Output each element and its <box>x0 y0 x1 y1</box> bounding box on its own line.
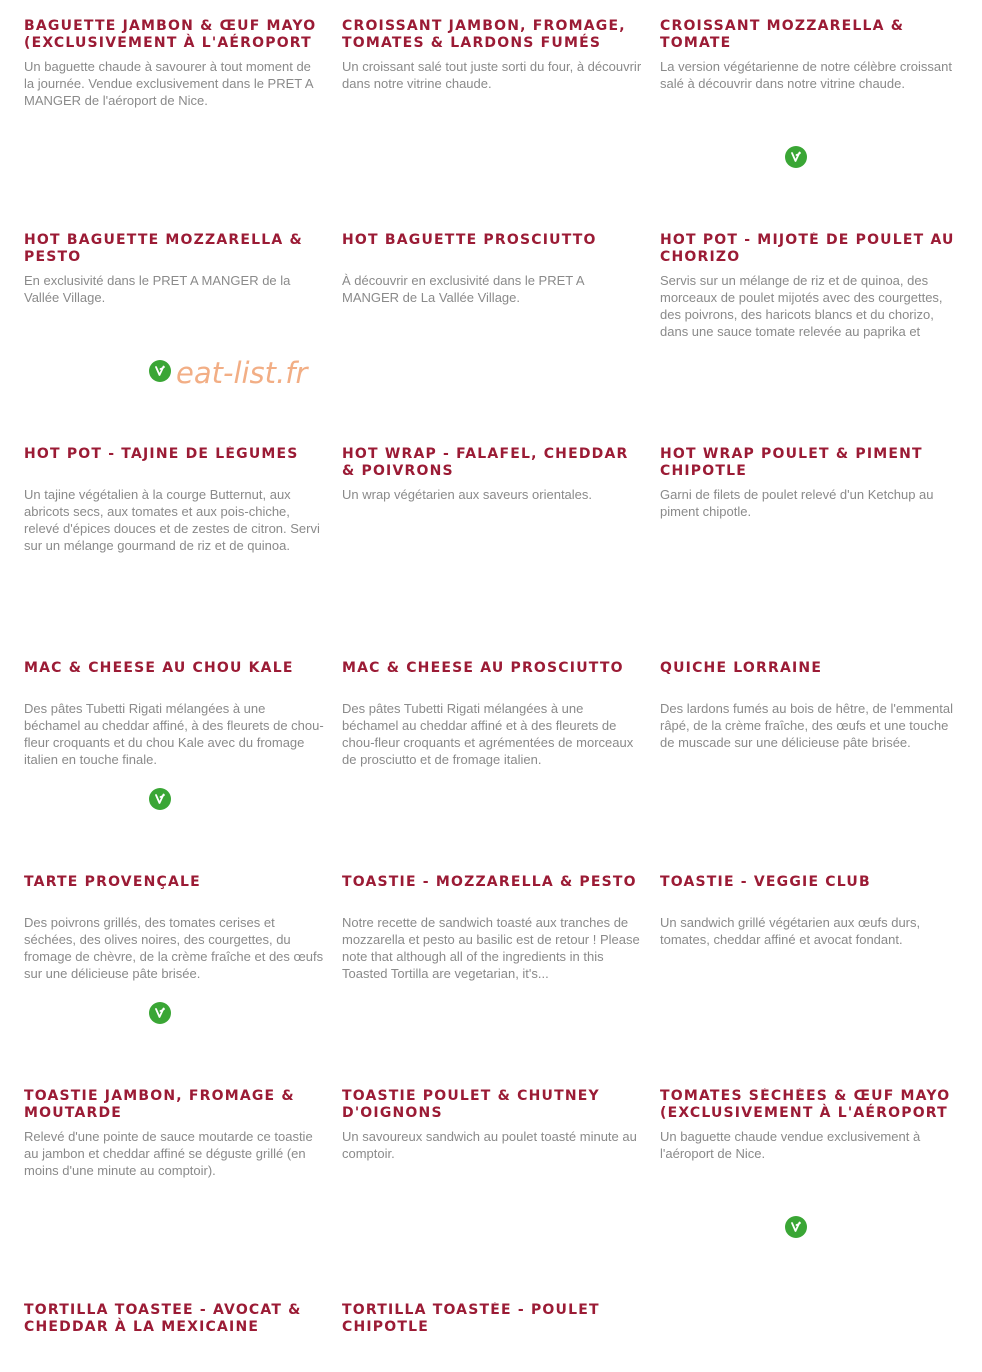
product-card[interactable] <box>342 1302 642 1372</box>
product-card[interactable] <box>342 446 642 660</box>
product-card[interactable] <box>660 1088 960 1302</box>
product-card[interactable] <box>342 232 642 446</box>
product-description: Un tajine végétalien à la courge Butternut, aux abricots secs, aux tomates et aux pois-chiche, relevé d'épices douces et de zestes de citron. Servi sur un mélange gourmand de riz et de quinoa. <box>24 487 320 553</box>
product-title[interactable]: HOT BAGUETTE PROSCIUTTO <box>342 232 597 248</box>
product-title[interactable]: TOASTIE - MOZZARELLA & PESTO <box>342 874 637 890</box>
watermark: eat-list.fr <box>176 356 308 390</box>
product-description: Un croissant salé tout juste sorti du four, à découvrir dans notre vitrine chaude. <box>342 59 642 91</box>
product-description: Des lardons fumés au bois de hêtre, de l'emmental râpé, de la crème fraîche, des œufs et une touche de muscade sur une délicieuse pâte brisée. <box>660 701 953 750</box>
product-title[interactable]: MAC & CHEESE AU CHOU KALE <box>24 660 294 676</box>
vegetarian-icon <box>785 146 807 168</box>
product-title[interactable]: QUICHE LORRAINE <box>660 660 823 676</box>
product-card[interactable] <box>24 18 324 232</box>
product-card[interactable] <box>660 446 960 660</box>
product-card[interactable] <box>660 18 960 232</box>
product-title[interactable]: TOASTIE - VEGGIE CLUB <box>660 874 871 890</box>
product-title[interactable]: HOT WRAP POULET & PIMENT CHIPOTLE <box>660 446 923 479</box>
product-description: Un wrap végétarien aux saveurs orientales. <box>342 487 593 502</box>
product-title[interactable]: TOASTIE POULET & CHUTNEY D'OIGNONS <box>342 1088 600 1121</box>
product-card[interactable] <box>660 874 960 1088</box>
product-description: Notre recette de sandwich toasté aux tranches de mozzarella et pesto au basilic est de retour ! Please note that although all of the ingredients in this Toasted Tortilla are vegetarian, it's... <box>342 915 640 981</box>
product-title[interactable]: HOT BAGUETTE MOZZARELLA & PESTO <box>24 232 303 265</box>
product-description: Un savoureux sandwich au poulet toasté minute au comptoir. <box>342 1129 637 1161</box>
product-title[interactable]: CROISSANT JAMBON, FROMAGE, TOMATES & LARDONS FUMÉS <box>342 18 626 51</box>
product-card[interactable] <box>24 660 324 874</box>
product-title[interactable]: HOT POT - MIJOTÉ DE POULET AU CHORIZO <box>660 232 955 265</box>
product-card[interactable] <box>24 232 324 446</box>
product-card[interactable] <box>24 446 324 660</box>
product-title[interactable]: MAC & CHEESE AU PROSCIUTTO <box>342 660 624 676</box>
product-title[interactable]: TARTE PROVENÇALE <box>24 874 201 890</box>
vegetarian-icon <box>149 1002 171 1024</box>
product-description: Servis sur un mélange de riz et de quinoa, des morceaux de poulet mijotés avec des courgettes, des poivrons, des haricots blancs et du chorizo, dans une sauce tomate relevée au paprika et <box>660 273 943 339</box>
product-description: À découvrir en exclusivité dans le PRET A MANGER de La Vallée Village. <box>342 273 584 305</box>
product-description: Un baguette chaude à savourer à tout moment de la journée. Vendue exclusivement dans le PRET A MANGER de l'aéroport de Nice. <box>24 59 313 108</box>
vegetarian-icon <box>149 360 171 382</box>
product-card[interactable] <box>660 232 960 446</box>
product-card[interactable] <box>660 660 960 874</box>
product-card[interactable] <box>342 1088 642 1302</box>
vegetarian-icon <box>785 1216 807 1238</box>
product-description: Garni de filets de poulet relevé d'un Ketchup au piment chipotle. <box>660 487 934 519</box>
product-title[interactable]: HOT POT - TAJINE DE LÉGUMES <box>24 446 299 462</box>
product-description: Un baguette chaude vendue exclusivement à l'aéroport de Nice. <box>660 1129 921 1161</box>
product-title[interactable]: TOASTIE JAMBON, FROMAGE & MOUTARDE <box>24 1088 295 1121</box>
product-description: Des poivrons grillés, des tomates cerises et séchées, des olives noires, des courgettes, du fromage de chèvre, de la crème fraîche et des œufs sur une délicieuse pâte brisée. <box>24 915 324 981</box>
product-card[interactable] <box>342 874 642 1088</box>
product-title[interactable]: BAGUETTE JAMBON & ŒUF MAYO (EXCLUSIVEMENT À L'AÉROPORT <box>24 18 317 51</box>
product-description: Des pâtes Tubetti Rigati mélangées à une béchamel au cheddar affiné, à des fleurets de chou-fleur croquants et du chou Kale avec du fromage italien en touche finale. <box>24 701 324 767</box>
product-title[interactable]: TOMATES SÉCHÉES & ŒUF MAYO (EXCLUSIVEMENT À L'AÉROPORT <box>660 1088 951 1121</box>
product-description: En exclusivité dans le PRET A MANGER de la Vallée Village. <box>24 273 291 305</box>
product-description: Des pâtes Tubetti Rigati mélangées à une béchamel au cheddar affiné et à des fleurets de chou-fleur croquants et agrémentées de morceaux de prosciutto et de fromage italien. <box>342 701 634 767</box>
product-title[interactable]: CROISSANT MOZZARELLA & TOMATE <box>660 18 905 51</box>
product-card[interactable] <box>342 18 642 232</box>
product-description: Un sandwich grillé végétarien aux œufs durs, tomates, cheddar affiné et avocat fondant. <box>660 915 921 947</box>
vegetarian-icon <box>149 788 171 810</box>
product-title[interactable]: TORTILLA TOASTEE - AVOCAT & CHEDDAR À LA MEXICAINE <box>24 1302 302 1335</box>
product-card[interactable] <box>342 660 642 874</box>
product-description: La version végétarienne de notre célèbre croissant salé à découvrir dans notre vitrine chaude. <box>660 59 952 91</box>
product-description: Relevé d'une pointe de sauce moutarde ce toastie au jambon et cheddar affiné se déguste grillé (en moins d'une minute au comptoir). <box>24 1129 313 1178</box>
product-title[interactable]: TORTILLA TOASTÉE - POULET CHIPOTLE <box>342 1302 600 1335</box>
product-card[interactable] <box>24 1302 324 1372</box>
product-title[interactable]: HOT WRAP - FALAFEL, CHEDDAR & POIVRONS <box>342 446 629 479</box>
product-card[interactable] <box>24 1088 324 1302</box>
product-card[interactable] <box>24 874 324 1088</box>
